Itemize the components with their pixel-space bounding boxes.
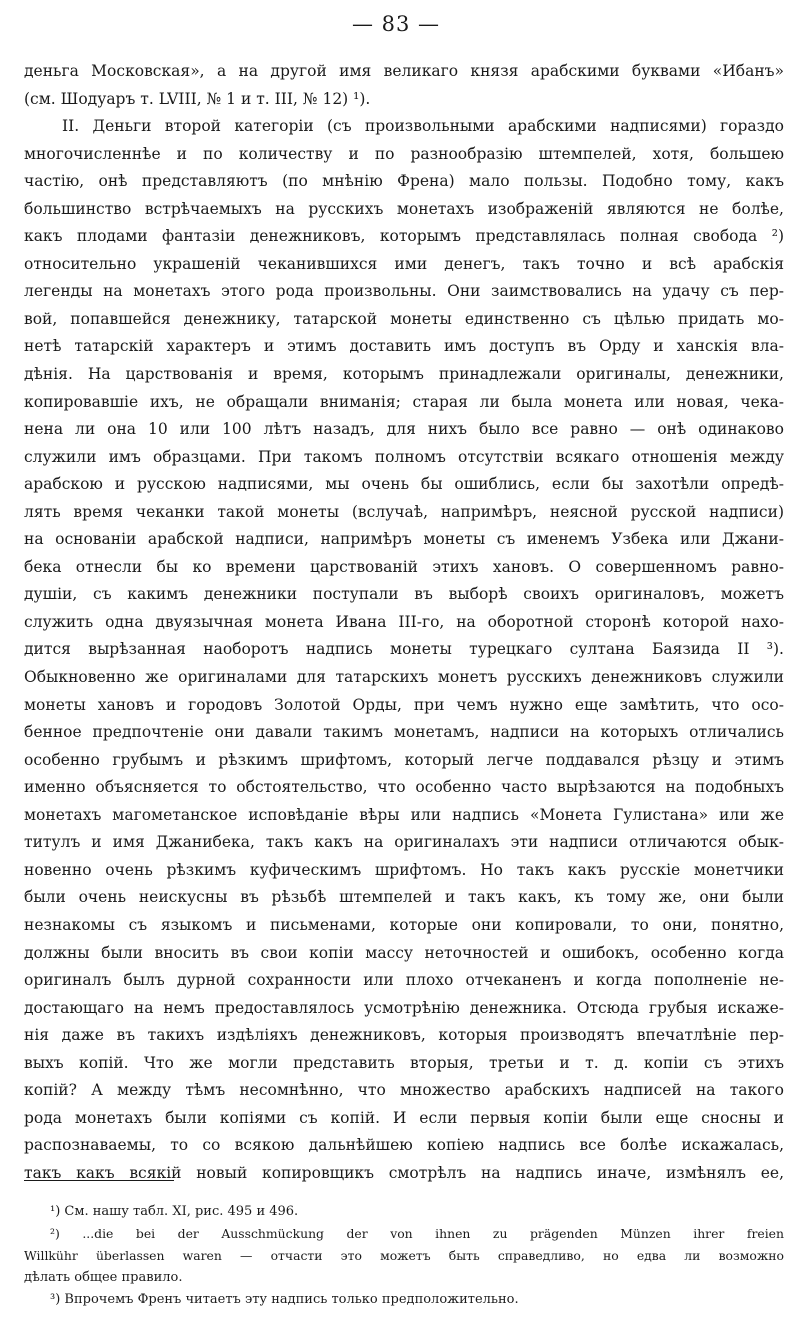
footnote-2-continued: дѣлать общее правило.: [24, 1270, 183, 1285]
footnote-2: ²) ...die bei der Ausschmückung der von ihnen zu prägenden Münzen ihrer freien: [50, 1226, 784, 1241]
text-line: дѣнія. На царствованія и время, которымъ принадлежали оригиналы, денежники,: [24, 365, 784, 384]
text-line: многочисленнѣе и по количеству и по разнообразію штемпелей, хотя, большею: [24, 144, 784, 163]
text-line: монеты хановъ и городовъ Золотой Орды, при чемъ нужно еще замѣтить, что осо-: [24, 695, 784, 714]
text-line: распознаваемы, то со всякою дальнѣйшею копіею надпись все болѣе искажалась,: [24, 1136, 784, 1155]
text-line: дится вырѣзанная наоборотъ надпись монеты турецкаго султана Баязида II ³).: [24, 640, 784, 659]
text-line: на основаніи арабской надписи, напримѣръ монеты съ именемъ Узбека или Джани-: [24, 530, 784, 549]
text-line: копировавшіе ихъ, не обращали вниманія; старая ли была монета или новая, чека-: [24, 392, 784, 411]
text-line: лять время чеканки такой монеты (вслучаѣ, напримѣръ, неясной русской надписи): [24, 502, 784, 521]
text-line: бенное предпочтеніе они давали такимъ монетамъ, надписи на которыхъ отличались: [24, 723, 784, 742]
footnote-divider: [24, 1180, 174, 1181]
text-line: деньга Московская», а на другой имя великаго князя арабскими буквами «Ибанъ»: [24, 62, 784, 80]
text-line: бека отнесли бы ко времени царствованій этихъ хановъ. О совершенномъ равно-: [24, 557, 784, 576]
text-line: рода монетахъ были копіями съ копій. И если первыя копіи были еще сносны и: [24, 1108, 784, 1127]
footnote-1: ¹) См. нашу табл. XI, рис. 495 и 496.: [50, 1204, 299, 1219]
text-line: частію, онѣ представляютъ (по мнѣнію Френа) мало пользы. Подобно тому, какъ: [24, 172, 784, 191]
text-line: какъ плодами фантазіи денежниковъ, которымъ представлялась полная свобода ²): [24, 227, 784, 246]
text-line: копій? А между тѣмъ несомнѣнно, что множество арабскихъ надписей на такого: [24, 1081, 784, 1100]
text-line: именно объясняется то обстоятельство, что особенно часто вырѣзаются на подобныхъ: [24, 778, 784, 797]
text-line: оригиналъ былъ дурной сохранности или плохо отчеканенъ и когда пополненіе не-: [24, 971, 784, 990]
text-line: были очень неискусны въ рѣзьбѣ штемпелей и такъ какъ, къ тому же, они были: [24, 888, 784, 907]
text-line: особенно грубымъ и рѣзкимъ шрифтомъ, который легче поддавался рѣзцу и этимъ: [24, 750, 784, 769]
text-line: титулъ и имя Джанибека, такъ какъ на оригиналахъ эти надписи отличаются обык-: [24, 833, 784, 852]
page-number: — 83 —: [351, 12, 441, 36]
text-line: нетѣ татарскій характеръ и этимъ доставить имъ доступъ въ Орду и ханскія вла-: [24, 337, 784, 356]
text-line: такъ какъ всякій новый копировщикъ смотрѣлъ на надпись иначе, измѣнялъ ее,: [24, 1163, 784, 1182]
text-line: выхъ копій. Что же могли представить вторыя, третьи и т. д. копіи съ этихъ: [24, 1053, 784, 1072]
text-line: вой, попавшейся денежнику, татарской монеты единственно съ цѣлью придать мо-: [24, 309, 784, 328]
main-text: [24, 58, 784, 1187]
text-line: Обыкновенно же оригиналами для татарскихъ монетъ русскихъ денежниковъ служили: [24, 668, 784, 687]
text-line: относительно украшеній чеканившихся ими денегъ, такъ точно и всѣ арабскія: [24, 254, 784, 273]
footnote-2-continued: Willkühr überlassen waren — отчасти это можетъ быть справедливо, но едва ли возможно: [24, 1248, 784, 1263]
text-line: арабскою и русскою надписями, мы очень бы ошиблись, если бы захотѣли опредѣ-: [24, 475, 784, 494]
text-line: большинство встрѣчаемыхъ на русскихъ монетахъ изображеній являются не болѣе,: [24, 199, 784, 218]
text-line: служить одна двуязычная монета Ивана III-го, на оборотной сторонѣ которой нахо-: [24, 612, 784, 631]
footnotes: [24, 1201, 784, 1311]
text-line: (см. Шодуаръ т. LVIII, № 1 и т. III, № 12) ¹).: [24, 89, 371, 108]
footnote-3: ³) Впрочемъ Френъ читаетъ эту надпись только предположительно.: [50, 1292, 519, 1307]
text-line: монетахъ магометанское исповѣданіе вѣры или надпись «Монета Гулистана» или же: [24, 805, 784, 824]
text-line: II. Деньги второй категоріи (съ произвольными арабскими надписями) гораздо: [62, 117, 784, 136]
text-line: душіи, съ какимъ денежники поступали въ выборѣ своихъ оригиналовъ, можетъ: [24, 585, 784, 604]
text-line: должны были вносить въ свои копіи массу неточностей и ошибокъ, особенно когда: [24, 943, 784, 962]
text-line: новенно очень рѣзкимъ куфическимъ шрифтомъ. Но такъ какъ русскіе монетчики: [24, 860, 784, 879]
text-line: нія даже въ такихъ издѣліяхъ денежниковъ, которыя производятъ впечатлѣніе пер-: [24, 1026, 784, 1045]
text-line: нена ли она 10 или 100 лѣтъ назадъ, для нихъ было все равно — онѣ одинаково: [24, 420, 784, 439]
text-line: незнакомы съ языкомъ и письменами, которые они копировали, то они, понятно,: [24, 915, 784, 934]
text-line: легенды на монетахъ этого рода произвольны. Они заимствовались на удачу съ пер-: [24, 282, 784, 301]
text-line: достающаго на немъ предоставлялось усмотрѣнію денежника. Отсюда грубыя искаже-: [24, 998, 784, 1017]
text-line: служили имъ образцами. При такомъ полномъ отсутствіи всякаго отношенія между: [24, 447, 784, 466]
